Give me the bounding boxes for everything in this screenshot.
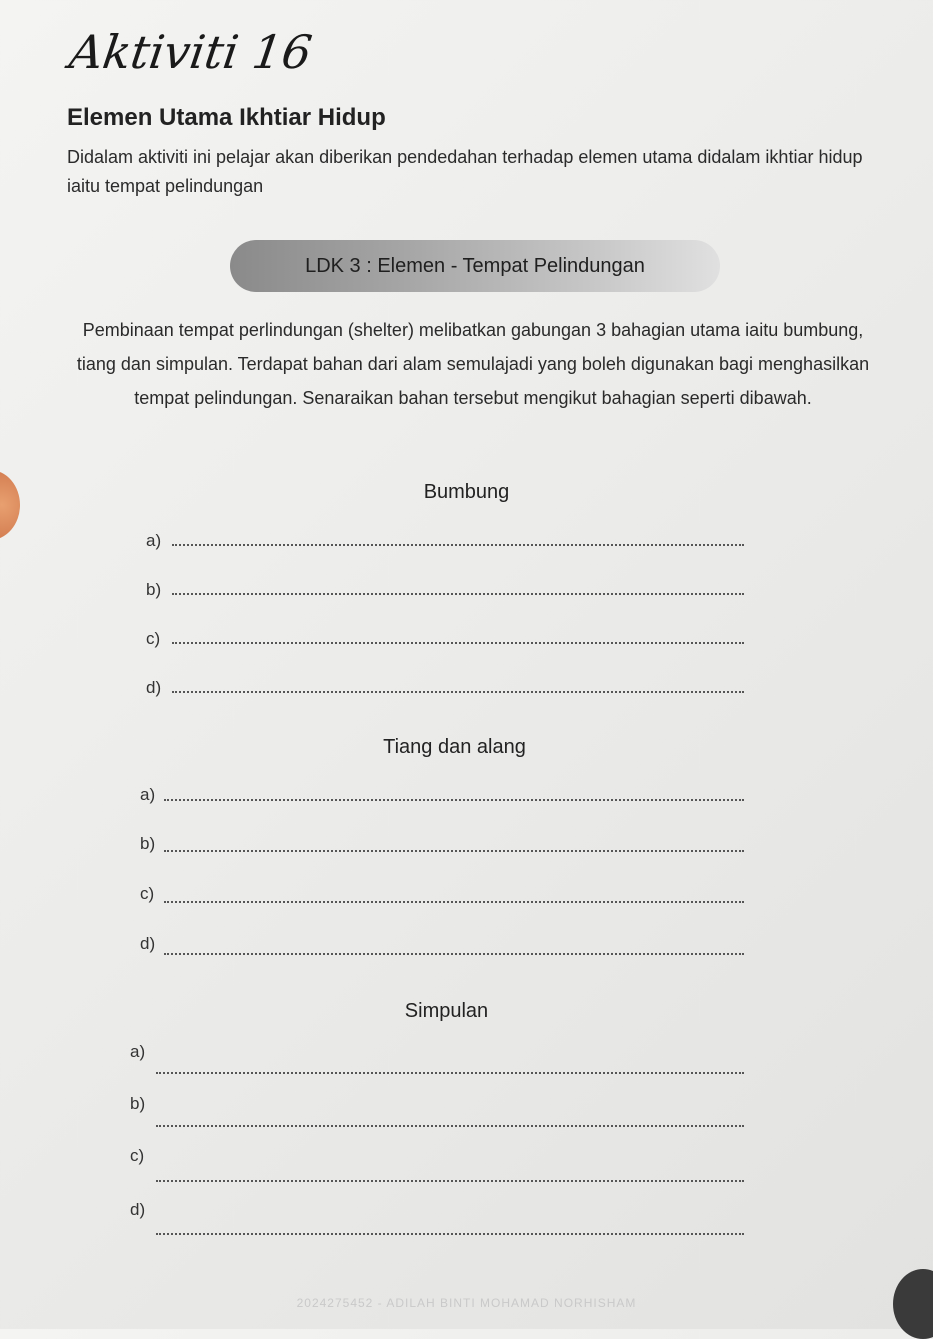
simpulan-item-a: a) xyxy=(130,1042,146,1061)
simpulan-item-d: d) xyxy=(130,1200,146,1219)
handwritten-title: Aktiviti 16 xyxy=(66,25,316,79)
answer-line[interactable] xyxy=(164,901,744,903)
bumbung-item-c: c) xyxy=(146,629,161,648)
answer-line[interactable] xyxy=(164,850,744,852)
intro-text: Didalam aktiviti ini pelajar akan diberikan pendedahan terhadap elemen utama didalam ikhtiar hidup iaitu tempat pelindungan xyxy=(67,147,863,196)
answer-line[interactable] xyxy=(156,1125,744,1127)
footer-student-id: 2024275452 - ADILAH BINTI MOHAMAD NORHISHAM xyxy=(296,1296,637,1310)
ldk-banner-label: LDK 3 : Elemen - Tempat Pelindungan xyxy=(305,254,645,277)
answer-line[interactable] xyxy=(172,642,744,644)
answer-line[interactable] xyxy=(172,593,744,595)
bumbung-item-a: a) xyxy=(146,531,162,550)
answer-line[interactable] xyxy=(164,799,744,801)
answer-line[interactable] xyxy=(172,544,744,546)
tiang-item-a: a) xyxy=(140,785,156,804)
section-title-bumbung: Bumbung xyxy=(423,481,510,503)
simpulan-item-b: b) xyxy=(130,1094,146,1113)
answer-line[interactable] xyxy=(156,1072,744,1074)
tiang-item-b: b) xyxy=(140,834,156,853)
answer-line[interactable] xyxy=(156,1180,744,1182)
answer-line[interactable] xyxy=(156,1233,744,1235)
section-title-simpulan: Simpulan xyxy=(404,1000,489,1022)
instruction-paragraph: Pembinaan tempat perlindungan (shelter) melibatkan gabungan 3 bahagian utama iaitu bumbung, tiang dan simpulan. Terdapat bahan dari alam semulajadi yang boleh digunakan bagi menghasilkan tempat pelindungan. Senaraikan bahan tersebut mengikut bahagian seperti dibawah. xyxy=(76,320,870,408)
simpulan-item-c: c) xyxy=(130,1146,145,1165)
bumbung-item-d: d) xyxy=(146,678,162,697)
ldk-banner xyxy=(230,240,720,292)
answer-line[interactable] xyxy=(164,953,744,955)
page-title: Elemen Utama Ikhtiar Hidup xyxy=(67,104,386,131)
tiang-item-c: c) xyxy=(140,884,155,903)
bumbung-item-b: b) xyxy=(146,580,162,599)
tiang-item-d: d) xyxy=(140,934,156,953)
section-title-tiang-dan-alang: Tiang dan alang xyxy=(383,736,526,758)
answer-line[interactable] xyxy=(172,691,744,693)
